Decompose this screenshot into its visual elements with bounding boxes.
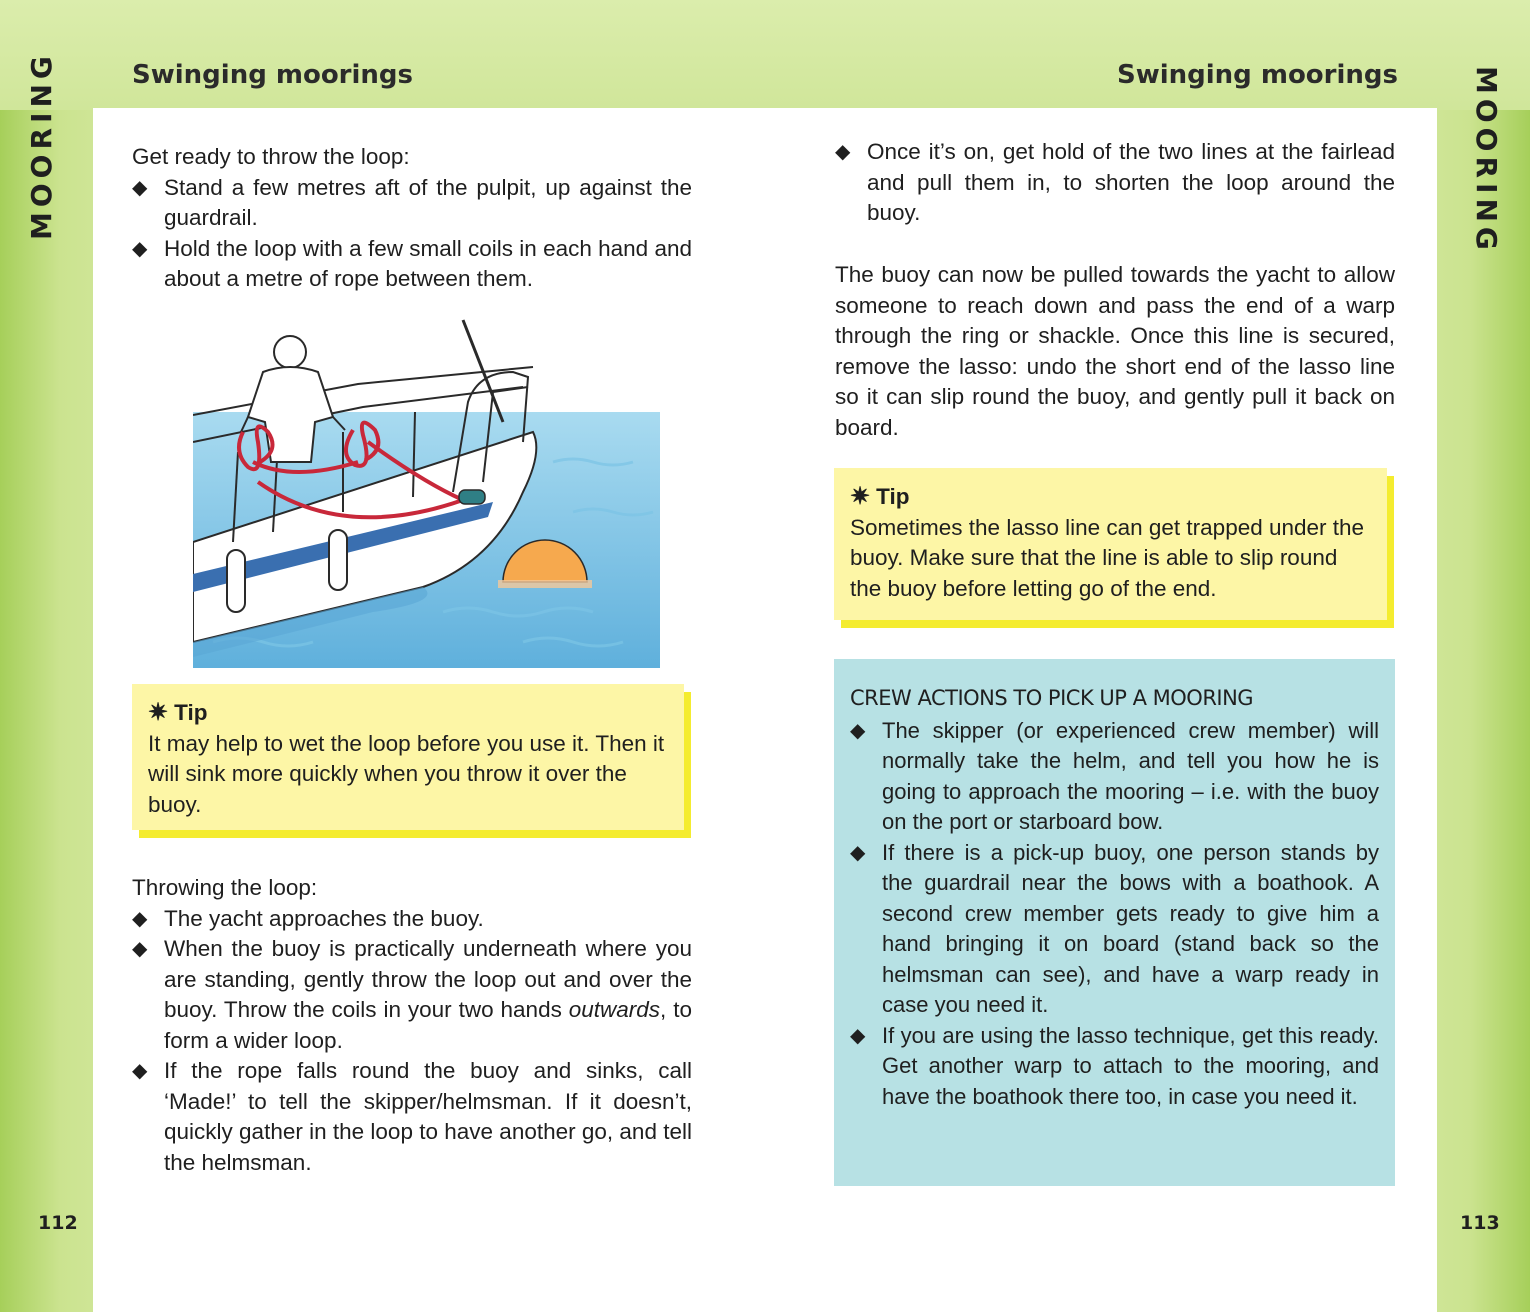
list-item: ◆ Hold the loop with a few small coils in each hand and about a metre of rope between them. [132, 234, 692, 295]
asterisk-star-icon: ✷ [850, 483, 871, 510]
bullet-list-get-ready [132, 173, 692, 295]
right-running-head: Swinging moorings [1116, 60, 1398, 90]
crew-actions-heading: CREW ACTIONS TO PICK UP A MOORING [850, 686, 1254, 710]
tip-heading [850, 482, 1371, 513]
list-item: ◆ If there is a pick-up buoy, one person stands by the guardrail near the bows with a boathook. A second crew member gets ready to give him a hand bringing it on board (stand back so the helmsman can see), and have a warp ready in case you need it. [850, 838, 1379, 1021]
boat-lasso-illustration [193, 312, 660, 668]
crew-actions-list [850, 716, 1379, 1113]
list-item: ◆ If the rope falls round the buoy and sinks, call ‘Made!’ to tell the skipper/helmsman. If it doesn’t, quickly gather in the loop to have another go, and tell the helmsman. [132, 1056, 692, 1178]
list-item: ◆ If you are using the lasso technique, get this ready. Get another warp to attach to the mooring, and have the boathook there too, in case you need it. [850, 1021, 1379, 1113]
left-running-head: Swinging moorings [132, 60, 414, 90]
left-side-tab: MOORING [25, 51, 58, 240]
list-item: ◆ Stand a few metres aft of the pulpit, up against the guardrail. [132, 173, 692, 234]
bullet-list-once-on [835, 137, 1395, 229]
asterisk-star-icon: ✷ [148, 699, 169, 726]
list-item: ◆ The yacht approaches the buoy. [132, 904, 692, 935]
tip-title: Tip [876, 484, 910, 509]
list-item: ◆ The skipper (or experienced crew member) will normally take the helm, and tell you how he is going to approach the mooring – i.e. with the buoy on the port or starboard bow. [850, 716, 1379, 838]
list-item: ◆ Once it’s on, get hold of the two lines at the fairlead and pull them in, to shorten the loop around the buoy. [835, 137, 1395, 229]
right-tip-box [834, 468, 1387, 620]
tip-text: It may help to wet the loop before you use it. Then it will sink more quickly when you throw it over the buoy. [148, 730, 665, 817]
bullet-list-throwing [132, 904, 692, 1179]
left-intro-block [132, 142, 692, 295]
intro-throwing: Throwing the loop: [132, 875, 318, 900]
list-item-text: , to form a wider loop. [164, 997, 692, 1053]
tip-heading [148, 698, 668, 729]
intro-get-ready: Get ready to throw the loop: [132, 144, 410, 169]
crew-actions-box [834, 659, 1395, 1186]
tip-title: Tip [174, 700, 208, 725]
left-tip-box [132, 684, 684, 830]
right-page-number: 113 [1460, 1212, 1500, 1234]
left-page-number: 112 [38, 1212, 78, 1234]
tip-text: Sometimes the lasso line can get trapped under the buoy. Make sure that the line is able to slip round the buoy before letting go of the end. [850, 514, 1365, 601]
list-item [132, 934, 692, 1056]
list-item-text: When the buoy is practically underneath where you are standing, gently throw the loop out and over the buoy. Throw the coils in your two hands [164, 936, 692, 1022]
right-paragraph: The buoy can now be pulled towards the yacht to allow someone to reach down and pass the end of a warp through the ring or shackle. Once this line is secured, remove the lasso: undo the short end of the lasso line so it can slip round the buoy, and gently pull it back on board. [835, 262, 1395, 440]
emphasis-outwards: outwards [568, 997, 661, 1022]
top-band [0, 0, 1530, 110]
right-side-tab: MOORING [1470, 66, 1503, 255]
fairlead [459, 490, 485, 504]
right-top-bullet-block [835, 137, 1395, 229]
left-throwing-block [132, 873, 692, 1178]
